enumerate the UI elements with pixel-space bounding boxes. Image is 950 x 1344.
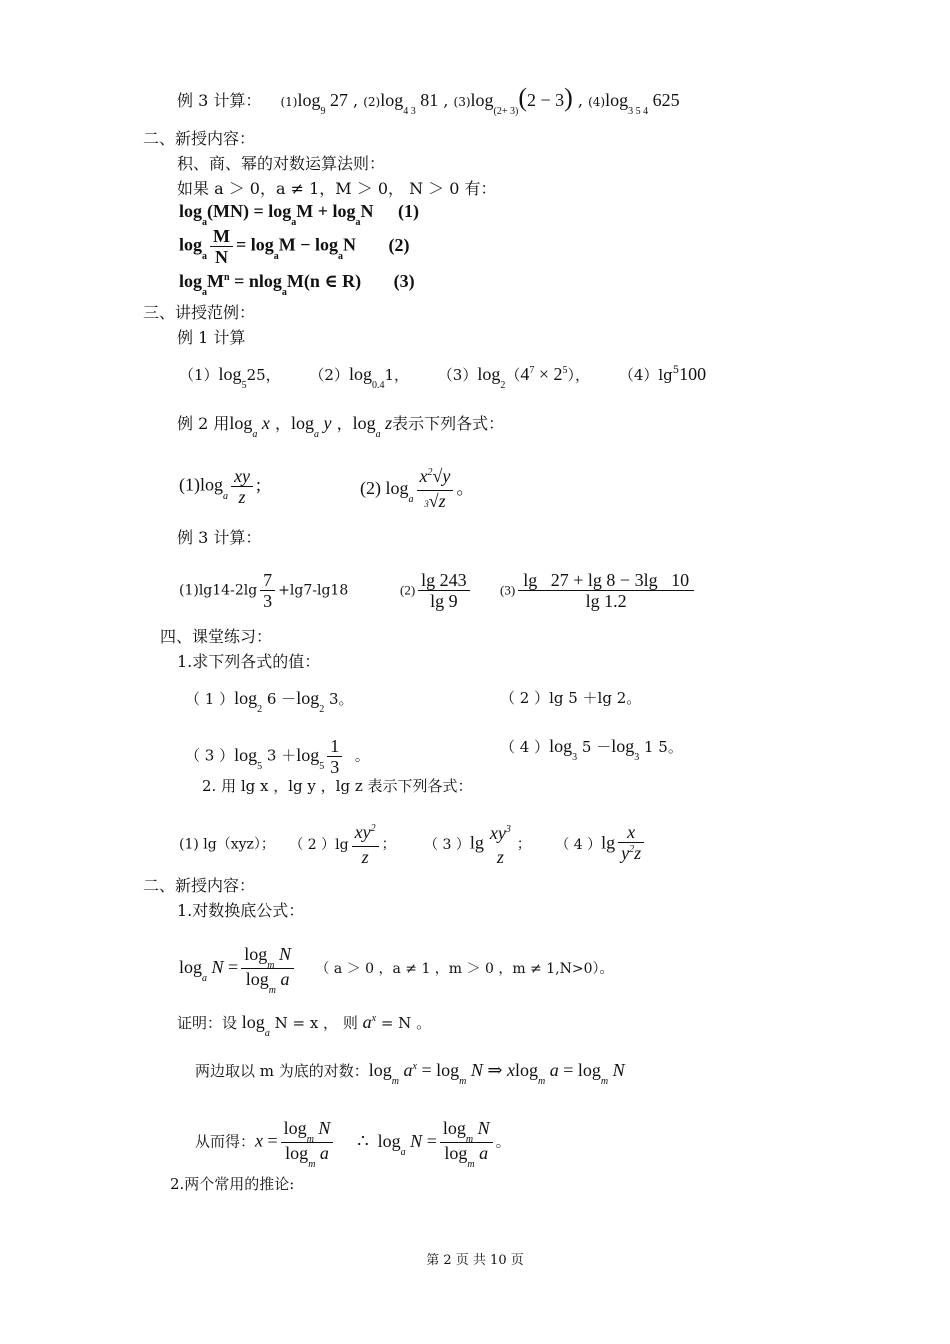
conclusion-line: 从而得：x = $\frac{\log_m N}{\log_m a}$ ∴ $\log_a N$ = $\frac{\log_m N}{\log_m a}$ 。 bbox=[195, 1118, 511, 1170]
exercise-2-items: (1) lg（xyz）； （ 2 ）lg $\frac{xy^2}{z}$ ； （ 3 ）lg $xy^3$ z ； （ 4 ）lg $\frac{x}{y^2z}$ bbox=[179, 822, 647, 867]
proof-text: = N 。 bbox=[380, 1014, 432, 1032]
item-label: （2） bbox=[309, 366, 349, 384]
both-sides-line: 两边取以 m 为底的对数：$\log_m a^x = \log_m N$ ⇒ xlog$_m$ $a = \log_m N$ bbox=[195, 1060, 625, 1087]
item-label: （ 4 ） bbox=[555, 836, 602, 853]
rule-tag: (1) bbox=[398, 201, 419, 221]
example-3-title: 例 3 计算： bbox=[177, 528, 262, 547]
ex3-label: 例 3 计算： bbox=[177, 91, 262, 110]
item-label: (1) bbox=[280, 95, 298, 109]
item-label: （ 1 ） bbox=[185, 690, 235, 708]
exercise-1-item-2: （ 2 ）lg 5 ＋lg 2。 bbox=[500, 689, 642, 707]
item-label: （ 3 ） bbox=[424, 836, 470, 853]
item-label: (1) lg（xyz）； bbox=[179, 836, 275, 853]
page-footer: 第 2 页 共 10 页 bbox=[426, 1253, 524, 1268]
example-3-item-2: (2) $\frac{\lg 243}{\lg 9}$ bbox=[400, 570, 473, 611]
formula-1-title: 1.对数换底公式： bbox=[177, 901, 305, 920]
example-3-item-1: (1)lg14-2lg $\frac{7}{3}$ +lg7-lg18 bbox=[179, 570, 349, 611]
rule-1: $\log_a(MN) = \log_aM + \log_aN$ (1) bbox=[179, 201, 419, 228]
rule-tag: (3) bbox=[393, 271, 415, 291]
rules-title: 积、商、幂的对数运算法则： bbox=[177, 154, 386, 173]
section-title: 三、讲授范例： bbox=[143, 303, 256, 322]
exercise-2-title: 2. 用 lg x ，lg y ，lg z 表示下列各式： bbox=[202, 777, 473, 795]
item-label: (3) bbox=[453, 95, 471, 109]
item-label: (2) bbox=[363, 95, 381, 109]
proof-text: 从而得： bbox=[195, 1132, 256, 1151]
item-label: （3） bbox=[437, 366, 478, 384]
exercise-1-item-3: （ 3 ）$\log_5$ $3 +\log_5$ $\frac{1}{3}$ 。 bbox=[185, 736, 370, 777]
proof-line: 证明：设 $\log_a N = x$ ， 则 $a^x = N$ 。 bbox=[177, 1012, 432, 1039]
item-label: (2) bbox=[400, 582, 416, 598]
item-label: +lg7-lg18 bbox=[278, 582, 349, 599]
exercise-1-title: 1.求下列各式的值： bbox=[177, 652, 321, 671]
change-of-base-formula: $\log_a N$ = $\frac{\log_m N}{\log_m a}$ （ a ＞ 0 ，a ≠ 1 ，m ＞ 0 ，m ≠ 1,N>0）。 bbox=[179, 944, 614, 996]
proof-text: 两边取以 m 为底的对数： bbox=[195, 1062, 369, 1080]
item-label: （ 3 ） bbox=[185, 746, 235, 765]
exercise-1-item-4: （ 4 ）$\log_3$ $5 -\log_3$ 1 5。 bbox=[500, 736, 683, 763]
example-3-item-3: (3) $\frac{\lg 27 + \lg 8 - 3\lg 10}{\lg 1.2}$ bbox=[500, 570, 697, 611]
example-2-expr-1: $(1)\log_a$ $\frac{xy}{z}$ ; bbox=[179, 466, 261, 507]
exercise-1-item-1: （ 1 ）$\log_2$ $6 -\log_2$ 3。 bbox=[185, 688, 354, 715]
example-2-title: 例 2 用$\log_a x$ ，$\log_a y$ ，$\log_a z$表示下列各式： bbox=[177, 413, 505, 440]
item-label: （ 4 ） bbox=[500, 738, 550, 756]
example-2-suffix: 表示下列各式： bbox=[392, 414, 505, 433]
rule-tag: (2) bbox=[388, 234, 410, 255]
example-2-expr-2: (2) $\log_a$ $\frac{x^2√y}{3√z}$ 。 bbox=[360, 466, 475, 511]
proof-text: N = x ， 则 bbox=[274, 1014, 358, 1032]
item-label: （4） bbox=[618, 366, 659, 384]
rule-3: $\log_aM^n = nlog_aM(n$ ∈ R) (3) bbox=[179, 271, 415, 298]
item-label: (3) bbox=[500, 582, 516, 598]
section-title: 四、课堂练习： bbox=[160, 627, 273, 646]
item-label: （ 2 ）lg bbox=[289, 836, 349, 853]
formula-condition: （ a ＞ 0 ，a ≠ 1 ，m ＞ 0 ，m ≠ 1,N>0）。 bbox=[315, 960, 614, 977]
item-label: (1)lg14-2lg bbox=[179, 582, 258, 599]
example-1-items: $(1)\log_525$， $(2)\log_{0.4}1$， $(3)\log_2(4^7 \times 2^5)$， $(4)\lg^5100$ bbox=[179, 364, 707, 391]
ex3-top-line: 例 3 计算： $(1)\log_9$ 27 , $(2)\log_{4 3}$ 81 , $(3)\log_{(2+ 3)}(2 - 3)$ , $(4)\log_{3 5 4}$ 625 bbox=[177, 83, 680, 117]
corollary-title: 2.两个常用的推论: bbox=[170, 1175, 295, 1193]
section-title: 二、新授内容： bbox=[143, 876, 256, 895]
example-1-title: 例 1 计算 bbox=[177, 328, 246, 347]
example-2-prefix: 例 2 用 bbox=[177, 414, 230, 433]
item-label: (4) bbox=[588, 95, 606, 109]
section-title: 二、新授内容： bbox=[143, 129, 256, 148]
condition-text: 如果 a ＞ 0，a ≠ 1，M ＞ 0， N ＞ 0 有： bbox=[177, 179, 497, 198]
rule-2: $\log_a$ $\frac{M}{N}$ = $\log_aM - \log_aN$ (2) bbox=[179, 226, 410, 267]
item-label: （1） bbox=[179, 366, 219, 384]
proof-text: 证明：设 bbox=[177, 1014, 238, 1032]
